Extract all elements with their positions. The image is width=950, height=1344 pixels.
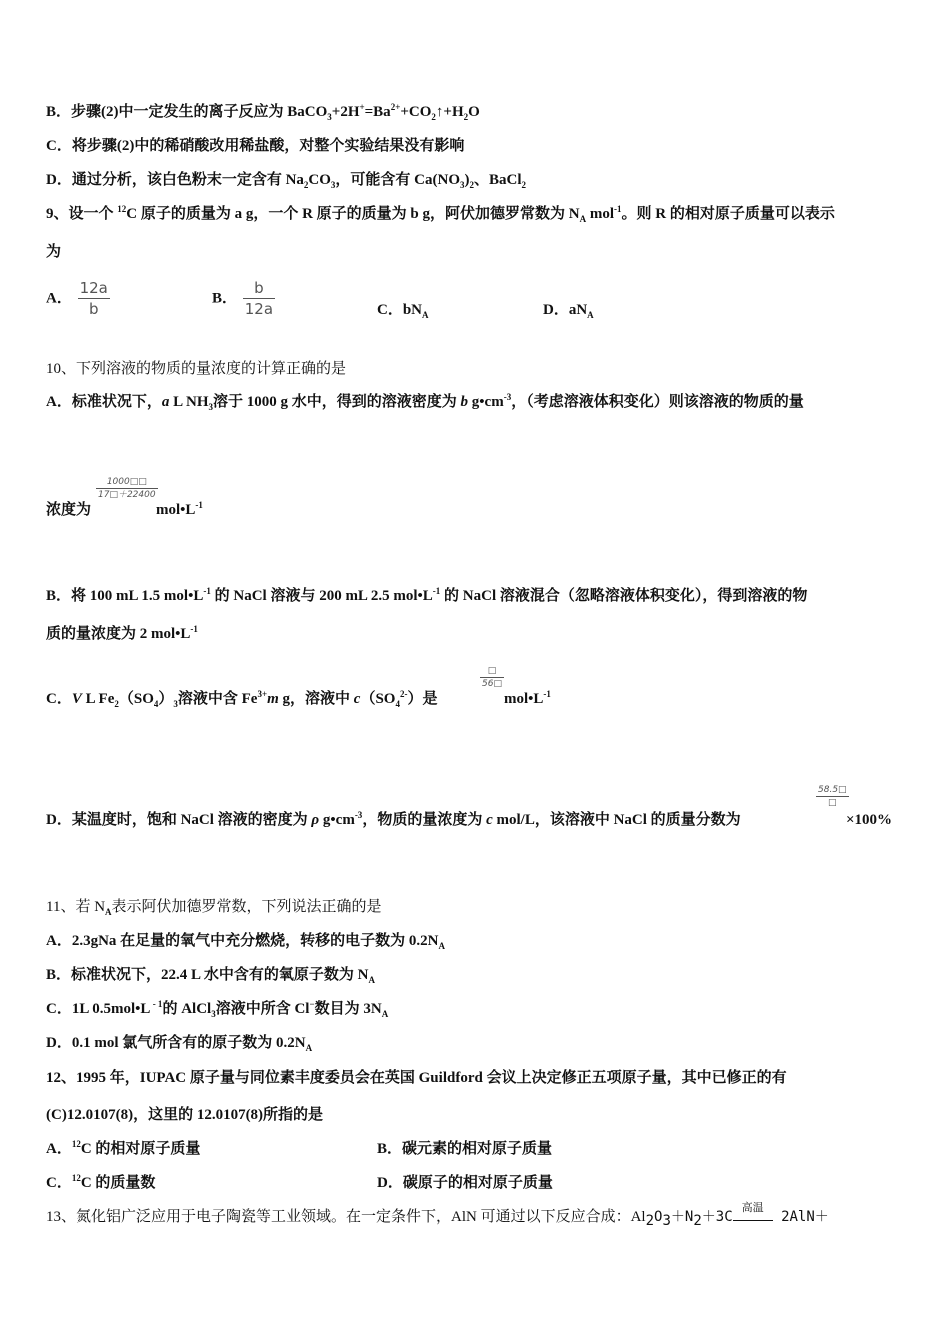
- q12-option-b: B．碳元素的相对原子质量: [377, 1141, 553, 1157]
- q9-stem-cont: 为: [46, 244, 62, 260]
- q11-option-c: C．1L 0.5mol•L $^{- 1}$的 AlCl$_3$溶液中所含 Cl−数目为 $3N_A$: [46, 999, 389, 1019]
- q11-stem: 11、若 $N_A$表示阿伏加德罗常数，下列说法正确的是: [46, 899, 382, 917]
- q12-stem: 12、1995 年，IUPAC 原子量与同位素丰度委员会在英国 Guildford 会议上决定修正五项原子量，其中已修正的有: [46, 1070, 787, 1086]
- fraction: □ 56□: [482, 666, 502, 689]
- q9-stem: 9、设一个 $^{12}$C 原子的质量为 a g，一个 R 原子的质量为 b g，阿伏加德罗常数为 $N_A$ mol$^{-1}$。则 R 的相对原子质量可以表示: [46, 204, 835, 224]
- fraction: 58.5□ □: [818, 785, 847, 808]
- fraction: $\frac{12a}{b}$: [79, 279, 108, 318]
- q9-option-a: A． $\frac{12a}{b}$: [46, 279, 108, 318]
- fraction: $\frac{b}{12a}$: [244, 279, 274, 318]
- q12-option-d: D．碳原子的相对原子质量: [377, 1175, 553, 1191]
- fraction: $\frac{1000□□}{17□+22400}$: [98, 477, 156, 500]
- q10-option-a: A．标准状况下，a L $NH_3$溶于 1000 g 水中，得到的溶液密度为 b $g•cm^{-3}$，（考虑溶液体积变化）则该溶液的物质的量: [46, 392, 804, 412]
- q10-option-d: D．某温度时，饱和 NaCl 溶液的密度为 ρ $g•cm^{-3}$，物质的量浓度为 c mol/L，该溶液中 NaCl 的质量分数为 58.5□ □ ×100%: [46, 785, 893, 828]
- q9-option-c: C．$bN_A$: [377, 302, 429, 320]
- q13-stem: 13、氮化铝广泛应用于电子陶瓷等工业领域。在一定条件下，AlN 可通过以下反应合成：$Al_2O_3+N_2+3C$ 高温 2AlN＋: [46, 1202, 829, 1229]
- q10-option-b: B．将 100 mL 1.5 $mol•L^{-1}$ 的 NaCl 溶液与 200 mL 2.5 $mol•L^{-1}$ 的 NaCl 溶液混合（忽略溶液体积变化），得到溶液的物: [46, 586, 808, 604]
- q11-option-b: B．标准状况下，22.4 L 水中含有的氧原子数为 $N_A$: [46, 967, 376, 985]
- reaction-condition: 高温: [733, 1208, 773, 1221]
- q12-option-c: C．$^{12}$C 的质量数: [46, 1173, 156, 1191]
- q10-stem: 10、下列溶液的物质的量浓度的计算正确的是: [46, 361, 347, 377]
- q10-option-b-cont: 质的量浓度为 2 $mol•L^{-1}$: [46, 624, 198, 642]
- q8-option-c: C．将步骤(2)中的稀硝酸改用稀盐酸，对整个实验结果没有影响: [46, 138, 465, 154]
- q11-option-d: D．0.1 mol 氯气所含有的原子数为 $0.2N_A$: [46, 1035, 313, 1053]
- q8-option-b: B．步骤(2)中一定发生的离子反应为 $BaCO_3+2H^+=Ba^{2+}+CO_2↑+H_2O$: [46, 102, 480, 122]
- q12-stem-cont: (C)12.0107(8)，这里的 12.0107(8)所指的是: [46, 1107, 324, 1123]
- q8-option-d: D．通过分析，该白色粉末一定含有 $Na_2CO_3$，可能含有 $Ca(NO_3)_2$、BaCl$_2$: [46, 172, 527, 190]
- q9-option-d: D．$aN_A$: [543, 302, 594, 320]
- q12-option-a: A．$^{12}$C 的相对原子质量: [46, 1139, 201, 1157]
- q9-option-b: B． $\frac{b}{12a}$: [212, 279, 274, 318]
- q11-option-a: A．2.3gNa 在足量的氧气中充分燃烧，转移的电子数为 $0.2N_A$: [46, 933, 445, 951]
